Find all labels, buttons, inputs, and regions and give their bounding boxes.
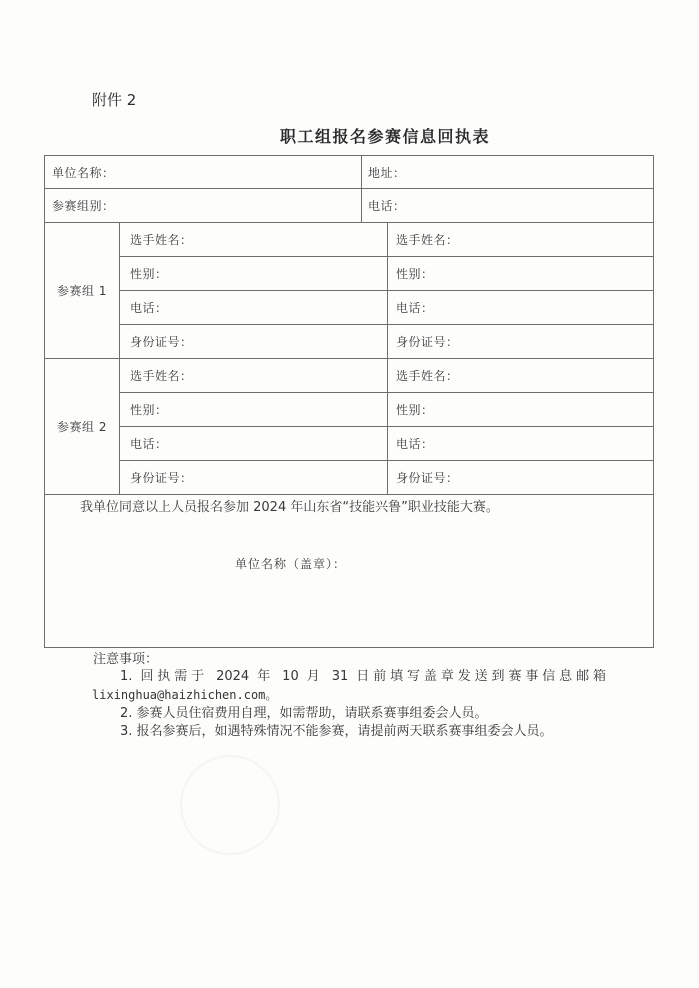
group-1-block	[45, 223, 653, 359]
group-1-player-a-name[interactable]: 选手姓名：	[120, 223, 388, 256]
group-2-player-b-phone[interactable]: 电话：	[396, 437, 434, 451]
group-2-name-row	[120, 359, 653, 393]
unit-name-label: 单位名称：	[52, 165, 115, 180]
group-2-body	[120, 359, 653, 494]
phone-cell[interactable]	[362, 189, 653, 222]
category-row	[45, 189, 653, 223]
address-cell[interactable]	[362, 156, 653, 188]
group-1-player-b-gender[interactable]: 性别：	[396, 267, 434, 281]
group-1-player-b-name[interactable]: 选手姓名：	[396, 233, 459, 247]
group-2-player-a-phone[interactable]: 电话：	[120, 427, 388, 460]
unit-row	[45, 156, 653, 189]
group-2-id-row	[120, 461, 653, 494]
group-2-player-b-id[interactable]: 身份证号：	[396, 471, 459, 485]
group-2-player-b-gender[interactable]: 性别：	[396, 403, 434, 417]
phone-label: 电话：	[368, 199, 406, 213]
group-2-block	[45, 359, 653, 495]
note-item-1: 1. 回执需于 2024 年 10 月 31 日前填写盖章发送到赛事信息邮箱	[120, 669, 606, 684]
group-2-player-a-id[interactable]: 身份证号：	[120, 461, 388, 494]
group-2-player-a-name[interactable]: 选手姓名：	[120, 359, 388, 392]
group-1-name-row	[120, 223, 653, 257]
group-1-player-b-phone[interactable]: 电话：	[396, 301, 434, 315]
group-1-player-b-id[interactable]: 身份证号：	[396, 335, 459, 349]
attachment-label: 附件 2	[92, 91, 137, 109]
group-2-gender-row	[120, 393, 653, 427]
seal-signature-label[interactable]: 单位名称（盖章）：	[235, 557, 347, 571]
group-1-player-a-gender[interactable]: 性别：	[120, 257, 388, 290]
group-1-label: 参赛组 1	[45, 223, 120, 358]
form-title: 职工组报名参赛信息回执表	[279, 127, 490, 146]
unit-name-cell[interactable]	[45, 156, 362, 188]
registration-table	[44, 155, 654, 648]
group-category-label: 参赛组别：	[52, 199, 115, 213]
group-category-cell[interactable]	[45, 189, 362, 222]
group-1-player-a-id[interactable]: 身份证号：	[120, 325, 388, 358]
note-item-1-email: lixinghua@haizhichen.com。	[92, 688, 278, 702]
group-1-body	[120, 223, 653, 358]
group-1-id-row	[120, 325, 653, 358]
note-item-3: 3. 报名参赛后，如遇特殊情况不能参赛，请提前两天联系赛事组委会人员。	[120, 724, 553, 739]
note-item-2: 2. 参赛人员住宿费用自理，如需帮助，请联系赛事组委会人员。	[120, 706, 488, 721]
group-2-label: 参赛组 2	[45, 359, 120, 494]
group-1-gender-row	[120, 257, 653, 291]
group-2-player-a-gender[interactable]: 性别：	[120, 393, 388, 426]
group-2-phone-row	[120, 427, 653, 461]
faint-stamp-impression	[180, 755, 280, 855]
group-1-phone-row	[120, 291, 653, 325]
notes-heading: 注意事项：	[93, 652, 159, 667]
group-2-player-b-name[interactable]: 选手姓名：	[396, 369, 459, 383]
group-1-player-a-phone[interactable]: 电话：	[120, 291, 388, 324]
consent-cell	[45, 495, 653, 647]
consent-statement: 我单位同意以上人员报名参加 2024 年山东省“技能兴鲁”职业技能大赛。	[80, 500, 499, 515]
address-label: 地址：	[368, 165, 406, 180]
